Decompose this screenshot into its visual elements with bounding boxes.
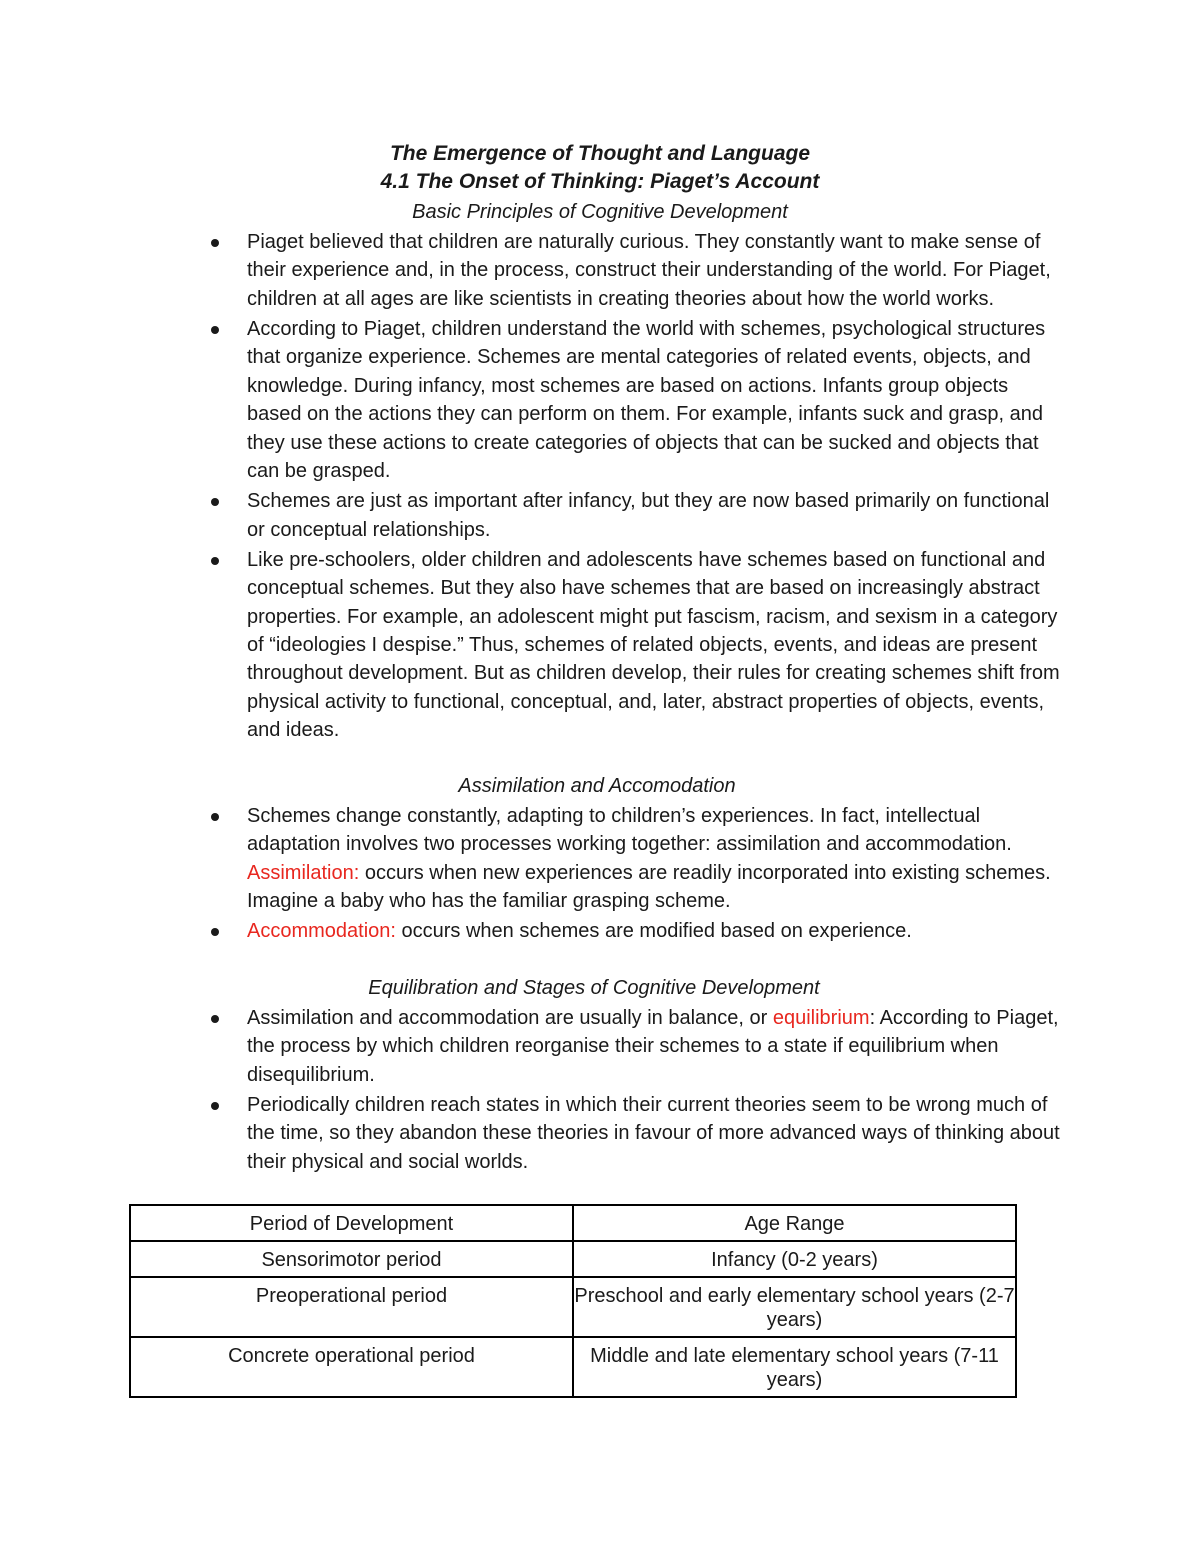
list-item [0, 487, 1067, 544]
table-cell: Concrete operational period [130, 1337, 573, 1397]
basic-principles-list [0, 228, 1200, 747]
list-item-text: : According to Piaget, the process by which children reorganise their schemes to a state if equilibrium when disequilibrium. [247, 1007, 1059, 1086]
bullet-icon [211, 1102, 219, 1110]
bullet-icon [211, 1015, 219, 1023]
table-row [130, 1337, 1016, 1397]
list-item [0, 546, 1067, 745]
document-title: The Emergence of Thought and Language [389, 142, 811, 165]
table-row [130, 1277, 1016, 1337]
section-title: 4.1 The Onset of Thinking: Piaget’s Account [380, 170, 820, 193]
list-item-text: occurs when schemes are modified based on experience. [395, 920, 912, 943]
bullet-icon [211, 928, 219, 936]
bullet-icon [211, 498, 219, 506]
heading-basic-principles: Basic Principles of Cognitive Development [412, 201, 788, 223]
term-assimilation: Assimilation: [247, 861, 360, 884]
term-equilibrium: equilibrium [772, 1007, 870, 1029]
list-item-text: According to Piaget, children understand the world with schemes, psychological structures that organize experience. Schemes are mental categories of related events, objects, and knowledge. During infancy, most schemes are based on actions. Infants group objects based on the actions they can perform on them. For example, infants suck and grasp, and they use these actions to create categories of objects that can be sucked and objects that can be grasped. [247, 318, 1046, 483]
list-item-text: occurs when new experiences are readily incorporated into existing schemes. Imagine a baby who has the familiar grasping scheme. [247, 861, 1051, 913]
table-cell: Sensorimotor period [130, 1241, 573, 1277]
bullet-icon [211, 557, 219, 565]
periods-table [129, 1204, 1017, 1398]
equilibration-list [0, 1004, 1200, 1178]
list-item-text: Piaget believed that children are naturally curious. They constantly want to make sense of their experience and, in the process, construct their understanding of the world. For Piaget, children at all ages are like scientists in creating theories about how the world works. [247, 231, 1051, 310]
list-item [0, 917, 1067, 945]
list-item-text: Like pre-schoolers, older children and adolescents have schemes based on functional and conceptual schemes. But they also have schemes that are based on increasingly abstract properties. For example, an adolescent might put fascism, racism, and sexism in a category of “ideologies I despise.” Thus, schemes of related objects, events, and ideas are present throughout development. But as children develop, their rules for creating schemes shift from physical activity to functional, conceptual, and, later, abstract properties of objects, events, and ideas. [247, 548, 1060, 742]
table-header-cell: Period of Development [130, 1205, 573, 1241]
table-header-cell: Age Range [573, 1205, 1016, 1241]
heading-equilibration: Equilibration and Stages of Cognitive Development [368, 977, 820, 999]
table-header-row [130, 1205, 1016, 1241]
assimilation-list [0, 802, 1200, 948]
list-item [0, 1004, 1067, 1089]
table-cell: Preschool and early elementary school years (2-7 years) [573, 1277, 1016, 1337]
list-item [0, 802, 1067, 916]
list-item [0, 1091, 1067, 1176]
bullet-icon [211, 813, 219, 821]
list-item [0, 315, 1067, 485]
list-item [0, 228, 1067, 313]
list-item-text: Periodically children reach states in which their current theories seem to be wrong much of the time, so they abandon these theories in favour of more advanced ways of thinking about their physical and social worlds. [247, 1094, 1060, 1173]
table-cell: Middle and late elementary school years (7-11 years) [573, 1337, 1016, 1397]
list-item-text: Assimilation and accommodation are usually in balance, or [247, 1007, 773, 1029]
list-item-text: Schemes are just as important after infancy, but they are now based primarily on functional or conceptual relationships. [247, 490, 1050, 541]
table-cell: Preoperational period [130, 1277, 573, 1337]
table-cell: Infancy (0-2 years) [573, 1241, 1016, 1277]
table-row [130, 1241, 1016, 1277]
bullet-icon [211, 326, 219, 334]
bullet-icon [211, 239, 219, 247]
list-item-text: Schemes change constantly, adapting to children’s experiences. In fact, intellectual adaptation involves two processes working together: assimilation and accommodation. [247, 805, 1012, 856]
term-accommodation: Accommodation: [247, 920, 396, 943]
heading-assimilation: Assimilation and Accomodation [458, 775, 736, 797]
